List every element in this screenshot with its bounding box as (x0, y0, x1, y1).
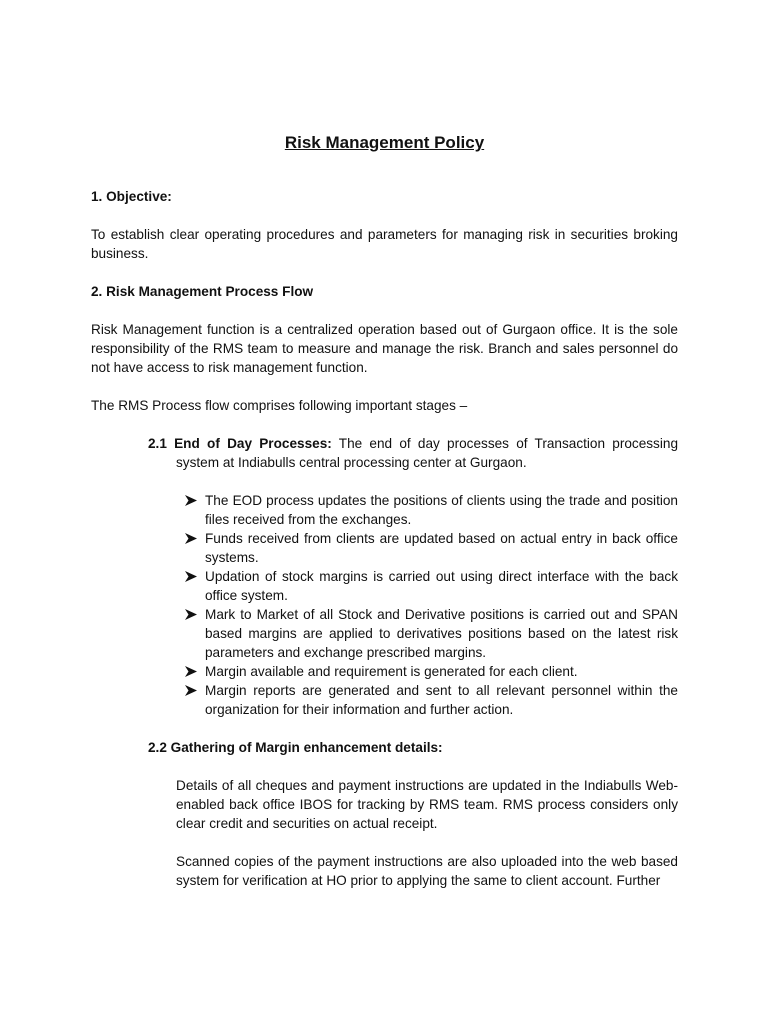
eod-section (148, 434, 678, 890)
margin-paragraph-1: Details of all cheques and payment instructions are updated in the Indiabulls Web-enabled back office IBOS for tracking by RMS team. RMS process considers only clear credit and securities on actual receipt. (176, 778, 678, 831)
eod-bullet-list (148, 491, 678, 719)
bullet-text: Mark to Market of all Stock and Derivative positions is carried out and SPAN based margins are applied to derivatives positions based on the latest risk parameters and exchange prescribed margins. (205, 607, 678, 660)
arrow-bullet-icon (185, 495, 197, 506)
bullet-text: Updation of stock margins is carried out using direct interface with the back office system. (205, 569, 678, 603)
process-flow-paragraph: Risk Management function is a centralized operation based out of Gurgaon office. It is the sole responsibility of the RMS team to measure and manage the risk. Branch and sales personnel do not have access to risk management function. (91, 322, 678, 375)
objective-text: To establish clear operating procedures and parameters for managing risk in securities broking business. (91, 227, 678, 261)
margin-heading: 2.2 Gathering of Margin enhancement details: (148, 740, 443, 755)
process-flow-stages-intro: The RMS Process flow comprises following important stages – (91, 398, 468, 413)
margin-section-body (176, 776, 678, 890)
bullet-text: Margin available and requirement is generated for each client. (205, 664, 578, 679)
bullet-text: Funds received from clients are updated based on actual entry in back office systems. (205, 531, 678, 565)
eod-heading: 2.1 End of Day Processes: (148, 436, 332, 451)
eod-intro (148, 434, 678, 472)
eod-text: The end of day processes of Transaction processing system at Indiabulls central processing center at Gurgaon. (176, 436, 678, 470)
list-item (176, 567, 678, 605)
list-item (176, 491, 678, 529)
list-item (176, 605, 678, 662)
arrow-bullet-icon (185, 571, 197, 582)
document-body (91, 132, 678, 909)
list-item (176, 529, 678, 567)
objective-heading: 1. Objective: (91, 189, 172, 204)
arrow-bullet-icon (185, 666, 197, 677)
arrow-bullet-icon (185, 609, 197, 620)
arrow-bullet-icon (185, 533, 197, 544)
arrow-bullet-icon (185, 685, 197, 696)
bullet-text: Margin reports are generated and sent to all relevant personnel within the organization for their information and further action. (205, 683, 678, 717)
margin-paragraph-2: Scanned copies of the payment instructions are also uploaded into the web based system for verification at HO prior to applying the same to client account. Further (176, 854, 678, 888)
document-title: Risk Management Policy (284, 133, 485, 152)
process-flow-heading: 2. Risk Management Process Flow (91, 284, 314, 299)
list-item (176, 681, 678, 719)
list-item (176, 662, 678, 681)
bullet-text: The EOD process updates the positions of clients using the trade and position files received from the exchanges. (205, 493, 678, 527)
